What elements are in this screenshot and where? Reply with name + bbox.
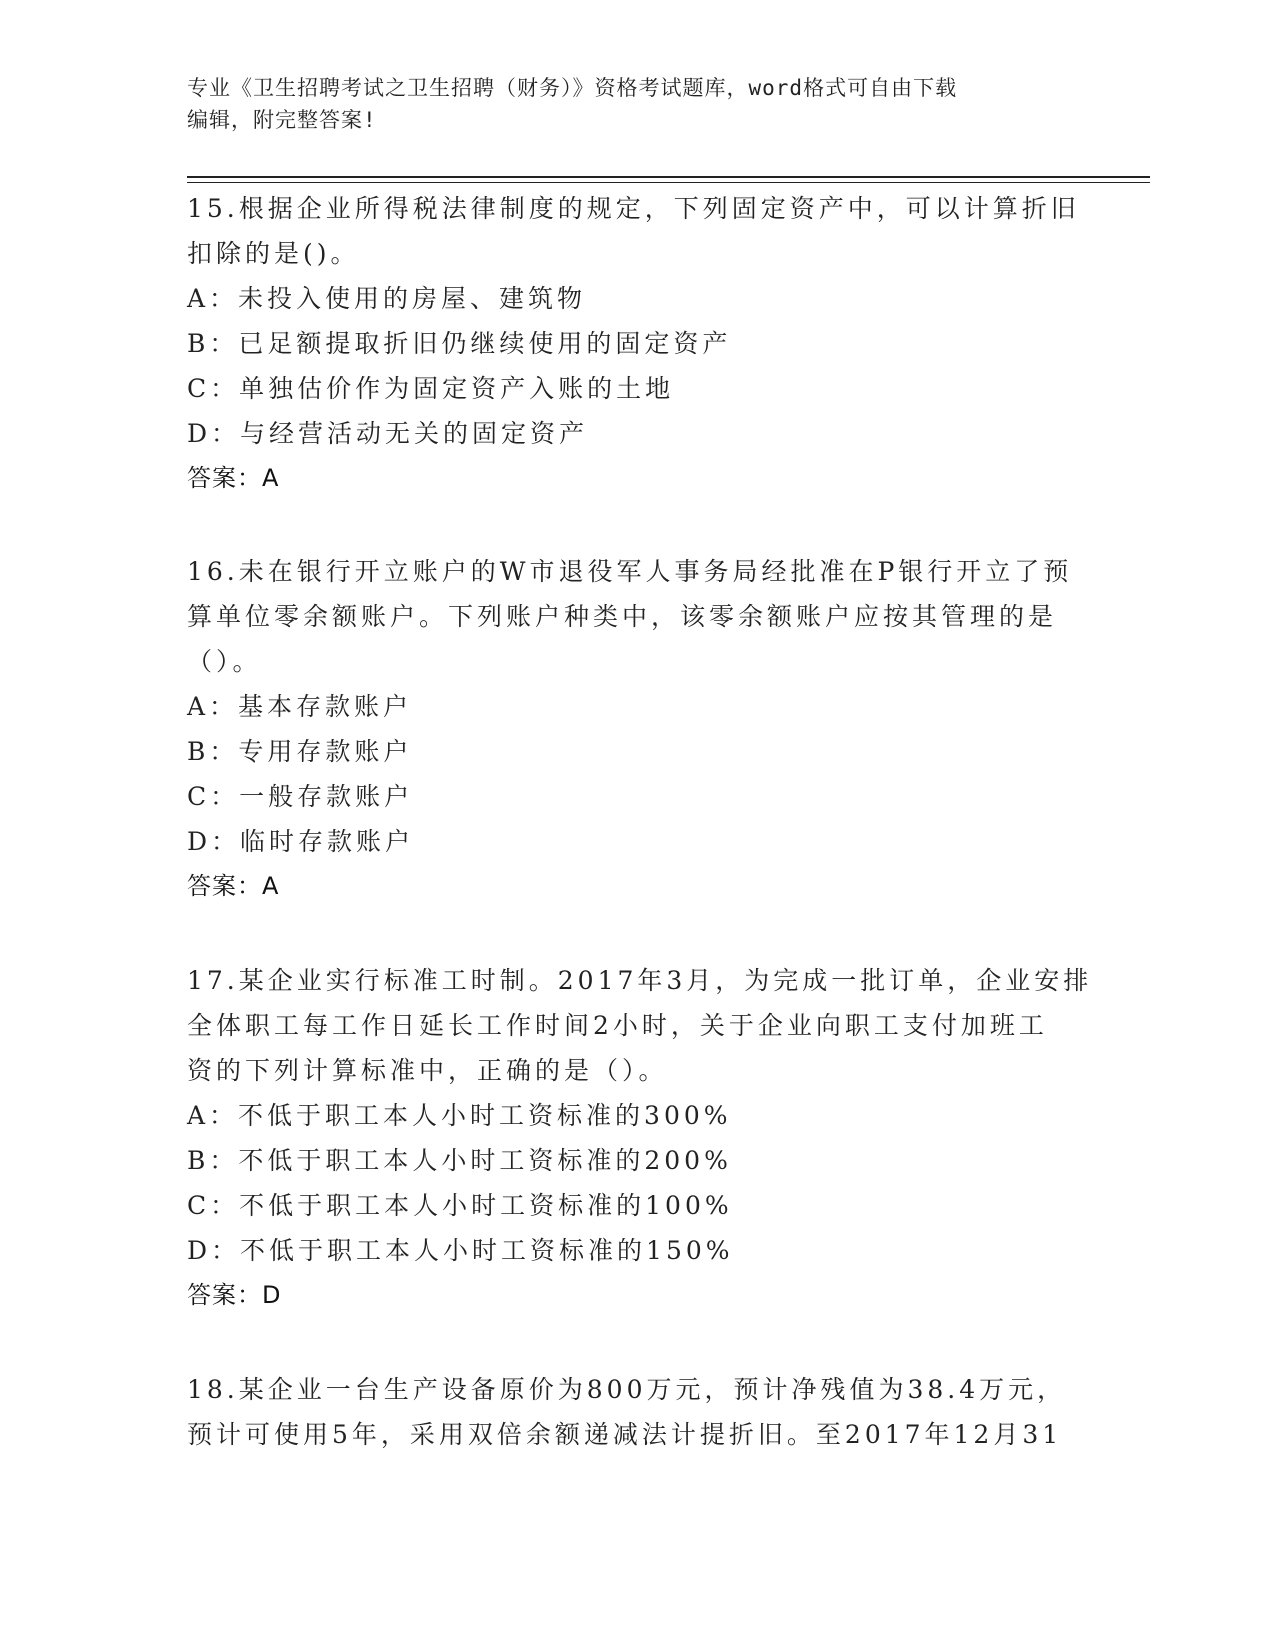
question-stem-line: 算单位零余额账户。下列账户种类中，该零余额账户应按其管理的是	[187, 602, 1058, 631]
question-15	[187, 186, 1087, 501]
header-divider-thick	[187, 176, 1150, 178]
question-stem-line: 预计可使用5年，采用双倍余额递减法计提折旧。至2017年12月31	[187, 1420, 1063, 1449]
option-a: A：不低于职工本人小时工资标准的300%	[187, 1101, 732, 1130]
question-17	[187, 958, 1093, 1318]
option-a: A：基本存款账户	[187, 692, 413, 721]
question-stem-line: 18.某企业一台生产设备原价为800万元，预计净残值为38.4万元，	[187, 1375, 1067, 1404]
header-divider-thin	[187, 182, 1150, 183]
option-b: B：已足额提取折旧仍继续使用的固定资产	[187, 329, 732, 358]
option-b: B：不低于职工本人小时工资标准的200%	[187, 1146, 732, 1175]
header-line-2: 编辑，附完整答案!	[187, 108, 377, 132]
option-c: C：不低于职工本人小时工资标准的100%	[187, 1191, 733, 1220]
question-stem-line: 15.根据企业所得税法律制度的规定，下列固定资产中，可以计算折旧	[187, 194, 1080, 223]
question-stem-line: 资的下列计算标准中，正确的是（）。	[187, 1056, 668, 1085]
question-18	[187, 1367, 1087, 1457]
question-stem-line: （）。	[187, 647, 262, 676]
option-a: A：未投入使用的房屋、建筑物	[187, 284, 587, 313]
document-header	[187, 72, 1087, 136]
option-b: B：专用存款账户	[187, 737, 413, 766]
answer-line: 答案：A	[187, 464, 280, 492]
option-c: C：一般存款账户	[187, 782, 414, 811]
question-stem-line: 16.未在银行开立账户的W市退役军人事务局经批准在P银行开立了预	[187, 557, 1073, 586]
answer-line: 答案：D	[187, 1281, 282, 1309]
answer-line: 答案：A	[187, 872, 280, 900]
question-stem-line: 17.某企业实行标准工时制。2017年3月，为完成一批订单，企业安排	[187, 966, 1093, 995]
option-d: D：与经营活动无关的固定资产	[187, 419, 589, 448]
option-d: D：临时存款账户	[187, 827, 415, 856]
option-d: D：不低于职工本人小时工资标准的150%	[187, 1236, 734, 1265]
question-16	[187, 549, 1087, 909]
option-c: C：单独估价作为固定资产入账的土地	[187, 374, 675, 403]
question-stem-line: 扣除的是()。	[187, 239, 360, 268]
question-stem-line: 全体职工每工作日延长工作时间2小时，关于企业向职工支付加班工	[187, 1011, 1048, 1040]
header-line-1: 专业《卫生招聘考试之卫生招聘（财务）》资格考试题库，word格式可自由下载	[187, 76, 958, 100]
